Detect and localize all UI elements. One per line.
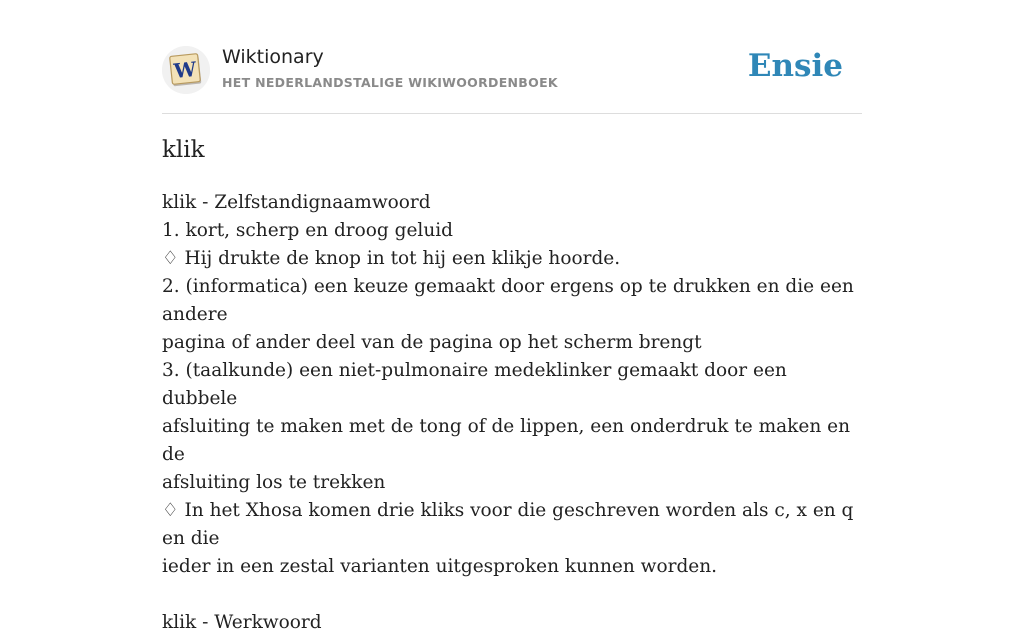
example-line: ♢ In het Xhosa komen drie kliks voor die geschreven worden als c, x en q en die	[162, 500, 854, 549]
section-heading: klik - Zelfstandignaamwoord	[162, 192, 431, 213]
page-container	[162, 0, 862, 633]
example-line: ieder in een zestal varianten uitgesproken kunnen worden.	[162, 556, 718, 577]
brand-logo-link[interactable]: Ensie	[747, 48, 843, 84]
wiktionary-logo-icon[interactable]	[162, 46, 210, 94]
site-subtitle: HET NEDERLANDSTALIGE WIKIWOORDENBOEK	[222, 75, 558, 90]
site-title[interactable]: Wiktionary	[222, 46, 324, 68]
site-header	[162, 0, 862, 114]
definition-line: 3. (taalkunde) een niet-pulmonaire medeklinker gemaakt door een dubbele	[162, 360, 787, 409]
definition-line: 2. (informatica) een keuze gemaakt door ergens op te drukken en die een andere	[162, 276, 854, 325]
page-title: klik	[162, 137, 205, 163]
logo-letter: W	[172, 56, 198, 84]
section-heading: klik - Werkwoord	[162, 612, 322, 633]
definition-body	[162, 189, 862, 637]
section-spacer	[162, 581, 862, 609]
definition-line: afsluiting los te trekken	[162, 472, 386, 493]
definition-line: pagina of ander deel van de pagina op het scherm brengt	[162, 332, 702, 353]
definition-line: 1. kort, scherp en droog geluid	[162, 220, 454, 241]
example-line: ♢ Hij drukte de knop in tot hij een klikje hoorde.	[162, 248, 621, 269]
definition-line: afsluiting te maken met de tong of de lippen, een onderdruk te maken en de	[162, 416, 850, 465]
